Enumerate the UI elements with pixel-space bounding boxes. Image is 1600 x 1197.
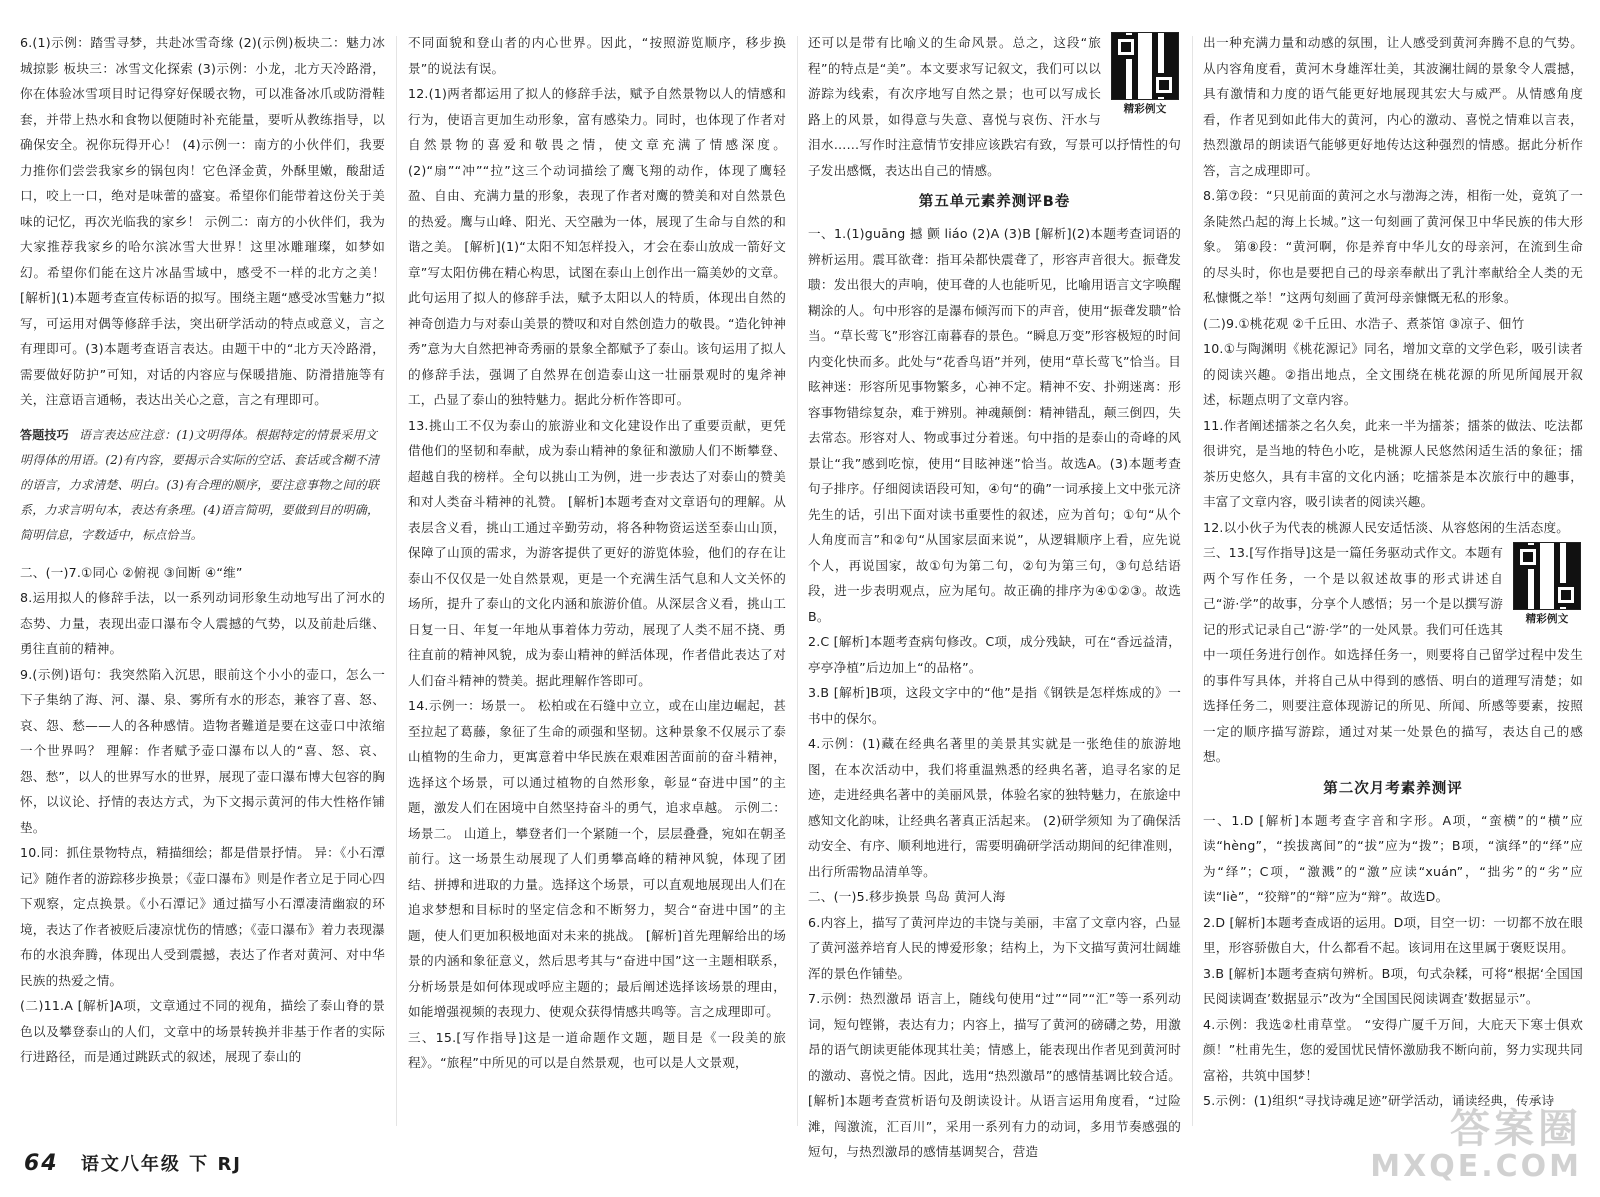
column-divider: [1192, 36, 1193, 1126]
answer-b-q9: (二)9.①桃花观 ②千丘田、水浩子、煮茶馆 ③凉子、佃竹: [1203, 315, 1525, 331]
answer-b-q13: 三、13.[写作指导]这是一篇任务驱动式作文。本题有两个写作任务，一个是以叙述故事的形式讲述自己“游·学”的故事，分享个人感悟；另一个是以撰写游记的形式记录自己“游·学”的一处风景。我们可任选其中一项任务进行创作。如选择任务一，则要将自己留学过程中发生的事件写具体，并将自己从中得到的感悟、明白的道理写清楚；如选择任务二，则要注意体现游记的所见、所闻、所感等要素，按照一定的顺序描写游踪，通过对某一处景色的描写，表达自己的感想。: [1203, 545, 1583, 764]
answer-b-q7: 7.示例：热烈激昂 语言上，随线句使用“过”“同”“汇”等一系列动词，短句铿锵，表达有力；内容上，描写了黄河的磅礴之势，用激昂的语气朗读更能体现其壮美；情感上，能表现出作者见到黄河时的激动、喜悦之情。因此，选用“热烈激昂”的感情基调比较合适。 [解析]本题考查赏析语句及朗读设计。从语言运用角度看，“过险滩，闯激流，汇百川”，采用一系列有力的动词，多用节奏感强的短句，与热烈激昂的感情基调契合，营造: [808, 991, 1181, 1159]
page-footer: [24, 1150, 242, 1176]
column-3: [808, 30, 1181, 1159]
qr-label: 精彩例文: [1525, 613, 1569, 625]
tips-text: 语言表达应注意：(1)文明得体。根据特定的情景采用文明得体的用语。(2)有内容，要揭示合实际的空话、套话或含糊不清的语言，力求清楚、明白。(3)有合理的顺序，要注意事物之间的联系，力求言明句本，表达有条理。(4)语言简明，要做到目的明确，简明信息，字数适中，标点恰当。: [20, 427, 380, 542]
book-subject: 语文八年级 下 RJ: [80, 1154, 242, 1175]
answer-b-q12: 12.以小伙子为代表的桃源人民安适恬淡、从容悠闲的生活态度。: [1203, 519, 1570, 535]
answer-b-q11: 11.作者阐述擂茶之名久矣，此来一半为擂茶；擂茶的做法、吃法都很讲究，是当地的特色小吃，是桃源人民悠然闲适生活的象征；擂茶历史悠久，具有丰富的文化内涵；吃擂茶是本次旅行中的趣事，丰富了文章内容，吸引读者的阅读兴趣。: [1203, 417, 1583, 509]
answer-q13: 13.挑山工不仅为泰山的旅游业和文化建设作出了重要贡献，更凭借他们的坚韧和奉献，成为泰山精神的象征和激励人们不断攀登、超越自我的榜样。全句以挑山工为例，进一步表达了对泰山的赞美和对人类奋斗精神的礼赞。 [解析]本题考查对文章语句的理解。从表层含义看，挑山工通过辛勤劳动，将各种物资运送至泰山山顶，保障了山顶的需求，为游客提供了更好的游览体验，他们的存在让泰山不仅仅是一处自然景观，更是一个充满生活气息和人文关怀的场所，提升了泰山的文化内涵和旅游价值。从深层含义看，挑山工日复一日、年复一年地从事着体力劳动，展现了人类不屈不挠、勇往直前的精神风貌，成为泰山精神的鲜活体现，作者借此表达了对人们奋斗精神的赞美。据此理解作答即可。: [408, 417, 786, 688]
watermark-cn: 答案圈: [1450, 1106, 1582, 1152]
answer-m-q2: 2.D [解析]本题考查成语的运用。D项，目空一切：一切都不放在眼里，形容骄傲自大，什么都看不起。该词用在这里属于褒贬误用。: [1203, 914, 1583, 955]
section-heading: 第二次月考素养测评: [1323, 780, 1463, 797]
column-2: [408, 30, 786, 1140]
answer-b-q4: 4.示例：(1)藏在经典名著里的美景其实就是一张绝佳的旅游地图，在本次活动中，我们将重温熟悉的经典名著，追寻名家的足迹，走进经典名著中的美丽风景，体验名家的独特魅力，在旅途中感知文化韵味，让经典名著真正活起来。 (2)研学须知 为了确保活动安全、有序、顺利地进行，需要明确研学活动期间的纪律准则，出行所需物品清单等。: [808, 736, 1181, 879]
tips-title: 答题技巧: [20, 427, 69, 442]
answer-m-q3: 3.B [解析]本题考查病句辨析。B项，句式杂糅，可将“根据‘全国国民阅读调查’数据显示”改为“全国国民阅读调查’数据显示”。: [1203, 965, 1583, 1006]
answer-b-q10: 10.①与陶渊明《桃花源记》同名，增加文章的文学色彩，吸引读者的阅读兴趣。②指出地点，全文围绕在桃花源的所见所闻展开叙述，标题点明了文章内容。: [1203, 341, 1583, 407]
column-4: [1203, 30, 1583, 1140]
answer-q15-cont: 还可以是带有比喻义的生命风景。总之，这段“旅程”的特点是“美”。本文要求写记叙文，我们可以以游踪为线索，有次序地写自然之景；也可以写成长路上的风景，如得意与失意、喜悦与哀伤、汗水与泪水……写作时注意情节安排应该跌宕有致，写景可以抒情性的句子发出感慨，表达出自己的情感。: [808, 35, 1181, 178]
answer-b-q2: 2.C [解析]本题考查病句修改。C项，成分残缺，可在“香远益清，亭亭净植”后边加上“的品格”。: [808, 634, 1181, 675]
answer-b-q7-cont: 出一种充满力量和动感的氛围，让人感受到黄河奔腾不息的气势。从内容角度看，黄河木身雄浑壮美，其波澜壮阔的景象令人震撼，具有激情和力度的语气能更好地展现其宏大与威严。从情感角度看，作者见到如此伟大的黄河，内心的激动、喜悦之情难以言表，热烈激昂的朗读语气能够更好地传达这种强烈的情感。据此分析作答，言之成理即可。: [1203, 35, 1583, 178]
answer-q8: 8.运用拟人的修辞手法，以一系列动词形象生动地写出了河水的态势、力量，表现出壶口瀑布令人震撼的气势，以及前赴后继、勇往直前的精神。: [20, 590, 385, 656]
answer-m-q1: 一、1.D [解析]本题考查字音和字形。A项，“蛮横”的“横”应读“hèng”，“挨拔离间”的“拔”应为“拨”；B项，“演绎”的“绎”应为“绎”；C项，“激溅”的“激”应读“xuán”，“拙劣”的“劣”应读“liè”，“狡辩”的“辩”应为“辩”。故选D。: [1203, 812, 1583, 904]
site-watermark: [1370, 1107, 1582, 1183]
answer-q12: 12.(1)两者都运用了拟人的修辞手法，赋予自然景物以人的情感和行为，使语言更加生动形象，富有感染力。同时，也体现了作者对自然景物的喜爱和敬畏之情，使文章充满了情感深度。(2)“扇”“冲”“拉”这三个动词描绘了鹰飞翔的动作，体现了鹰轻盈、自由、充满力量的形象，表现了作者对鹰的赞美和对自然景色的热爱。鹰与山峰、阳光、天空融为一体，展现了生命与自然的和谐之美。 [解析](1)“太阳不知怎样投入，才会在泰山放成一箭好文章”写太阳仿佛在精心构思，试图在泰山上创作出一篇美妙的文章。此句运用了拟人的修辞手法，赋予太阳以人的特质，体现出自然的神奇创造力与对泰山美景的赞叹和对自然创造力的敬畏。“造化钟神秀”意为大自然把神奇秀丽的景象全都赋予了泰山。该句运用了拟人的修辞手法，强调了自然界在创造泰山这一壮丽景观时的鬼斧神工，凸显了泰山的独特魅力。据此分析作答即可。: [408, 86, 786, 407]
column-divider: [797, 36, 798, 1126]
qr-code-block[interactable]: [1109, 32, 1181, 116]
answer-q14: 14.示例一：场景一。 松柏或在石缝中立立，或在山崖边崛起，甚至拉起了葛藤，象征了生命的顽强和坚韧。这种景象不仅展示了泰山植物的生命力，更寓意着中华民族在艰难困苦面前的奋斗精神，选择这个场景，可以通过植物的自然形象，彰显“奋进中国”的主题，激发人们在困境中自然坚持奋斗的勇气，追求卓越。 示例二：场景二。 山道上，攀登者们一个紧随一个，层层叠叠，宛如在朝圣前行。这一场景生动展现了人们勇攀高峰的精神风貌，体现了团结、拼搏和进取的力量。选择这个场景，可以直观地展现出人们在追求梦想和目标时的坚定信念和不断努力，契合“奋进中国”的主题，使人们更加积极地面对未来的挑战。 [解析]首先理解给出的场景的内涵和象征意义，然后思考其与“奋进中国”这一主题相联系，分析场景是如何体现或呼应主题的；最后阐述选择该场景的理由，如能增强视频的表现力、使观众获得情感共鸣等。言之成理即可。: [408, 698, 786, 1019]
answer-q6: 6.(1)示例：踏雪寻梦，共赴冰雪奇缘 (2)(示例)板块二：魅力冰城掠影 板块三：冰雪文化探索 (3)示例：小龙，北方天冷路滑，你在体验冰雪项目时记得穿好保暖衣物，可以准备冰爪或防滑鞋套，并带上热水和食物以便随时补充能量，要听从教练指导，以确保安全。祝你玩得开心！ (4)示例一：南方的小伙伴们，我要力推你们尝尝我家乡的锅包肉！它色泽金黄，外酥里嫩，酸甜适口，咬上一口，绝对是味蕾的盛宴。希望你们能带着这份关于美味的记忆，再次光临我的家乡！ 示例二：南方的小伙伴们，我为大家推荐我家乡的哈尔滨冰雪大世界！这里冰雕璀璨，如梦如幻。希望你们能在这片冰晶雪域中，感受不一样的北方之美！ [解析](1)本题考查宣传标语的拟写。围绕主题“感受冰雪魅力”拟写，可运用对偶等修辞手法，突出研学活动的特点或意义，言之有理即可。(3)本题考查语言表达。由题干中的“北方天冷路滑，需要做好防护”可知，对话的内容应与保暖措施、防滑措施等有关，注意语言通畅，表达出关心之意，言之有理即可。: [20, 35, 385, 407]
answer-tips-box: [20, 423, 385, 548]
answer-m-q5: 5.示例：(1)组织“寻找诗魂足迹”研学活动，诵读经典，传承诗: [1203, 1093, 1555, 1108]
qr-label: 精彩例文: [1123, 103, 1167, 115]
answer-m-q4: 4.示例：我选②杜甫草堂。 “安得广厦千万间，大庇天下寒士俱欢颜！”杜甫先生，您的爱国忧民情怀激励我不断向前，努力实现共同富裕，共筑中国梦！: [1203, 1016, 1583, 1083]
column-divider: [396, 36, 397, 1126]
watermark-en: MXQE.COM: [1370, 1149, 1582, 1184]
answer-q9: 9.(示例)语句：我突然陷入沉思，眼前这个小小的壶口，怎么一下子集纳了海、河、瀑、泉、雾所有水的形态，兼容了喜、怒、哀、怨、愁——人的各种感情。造物者難道是要在这壶口中浓缩一个世界吗？ 理解：作者赋予壶口瀑布以人的“喜、怒、哀、怨、愁”，以人的世界写水的世界，展现了壶口瀑布博大包容的胸怀，以议论、抒情的表达方式，为下文揭示黄河的伟大性格作铺垫。: [20, 666, 385, 835]
answer-q15: 三、15.[写作指导]这是一道命题作文题，题目是《一段美的旅程》。“旅程”中所见的可以是自然景观，也可以是人文景观，: [408, 1029, 786, 1070]
answer-q7: 二、(一)7.①同心 ②俯视 ③间断 ④“维”: [20, 564, 243, 580]
page-number: 64: [24, 1151, 59, 1176]
answer-b-q8: 8.第⑦段：“只见前面的黄河之水与渤海之涛，相衔一处，竟筑了一条陡然凸起的海上长城。”这一句刻画了黄河保卫中华民族的伟大形象。 第⑧段：“黄河啊，你是养育中华儿女的母亲河，在流到生命的尽头时，你也是要把自己的母亲奉献出了乳汁率献给全人类的无私慷慨之举！”这两句刻画了黄河母亲慷慨无私的形象。: [1203, 188, 1583, 305]
qr-code-icon[interactable]: [1513, 542, 1581, 610]
answer-q11-cont: 不同面貌和登山者的内心世界。因此，“按照游览顺序，移步换景”的说法有误。: [408, 35, 786, 76]
column-1: [20, 30, 385, 1140]
answer-b-q5: 二、(一)5.移步换景 鸟岛 黄河人海: [808, 889, 1006, 904]
section-heading: 第五单元素养测评B卷: [918, 194, 1071, 210]
qr-code-block[interactable]: [1511, 542, 1583, 626]
answer-q10: 10.同：抓住景物特点，精描细绘；都是借景抒情。 异：《小石潭记》随作者的游踪移步换景；《壶口瀑布》则是作者立足于同心四下观察，定点换景。《小石潭记》通过描写小石潭凄清幽寂的环境，表达了作者被贬后凄凉忧伤的情感；《壶口瀑布》着力表现瀑布的水浪奔腾，体现出人受到震撼，表达了作者对黄河、对中华民族的热爱之情。: [20, 845, 385, 988]
qr-code-icon[interactable]: [1111, 32, 1179, 100]
answer-b-q3: 3.B [解析]B项，这段文字中的“他”是指《钢铁是怎样炼成的》一书中的保尔。: [808, 685, 1181, 726]
answer-b-q1: 一、1.(1)guāng 撼 颤 liáo (2)A (3)B [解析](2)本题考查词语的辨析运用。震耳欲聋：指耳朵都快震聋了，形容声音很大。振聋发聩：发出很大的声响，使耳聋的人也能听见，比喻用语言文字唤醒糊涂的人。句中形容的是瀑布倾泻而下的声音，使用“振聋发聩”恰当。“草长莺飞”形容江南暮春的景色。“瞬息万变”形容极短的时间内变化快而多。此处与“花香鸟语”并列，使用“草长莺飞”恰当。目眩神迷：形容所见事物繁多，心神不定。精神不安、扑朔迷离：形容事物错综复杂，难于辨别。神魂颠倒：精神错乱，颠三倒四，失去常态。形容对人、物或事过分着迷。句中指的是泰山的奇峰的风景让“我”感到吃惊，使用“目眩神迷”恰当。故选A。(3)本题考查句子排序。仔细阅读语段可知，④句“的确”一词承接上文中张元济先生的话，引出下面对读书重要性的叙述，应为首句；①句“从个人角度而言”和②句“从国家层面来说”，从逻辑顺序上看，应先说个人，再说国家，故①句为第二句，②句为第三句，③句总结语段，进一步表明观点，应为尾句。故正确的排序为④①②③。故选B。: [808, 226, 1181, 624]
answer-b-q6: 6.内容上，描写了黄河岸边的丰饶与美丽，丰富了文章内容，凸显了黄河滋养培育人民的博爱形象；结构上，为下文描写黄河壮阔雄浑的景色作铺垫。: [808, 914, 1181, 981]
answer-q11: (二)11.A [解析]A项，文章通过不同的视角，描绘了泰山脊的景色以及攀登泰山的人们，文章中的场景转换并非基于作者的实际行进路径，而是通过跳跃式的叙述，展现了泰山的: [20, 998, 385, 1064]
